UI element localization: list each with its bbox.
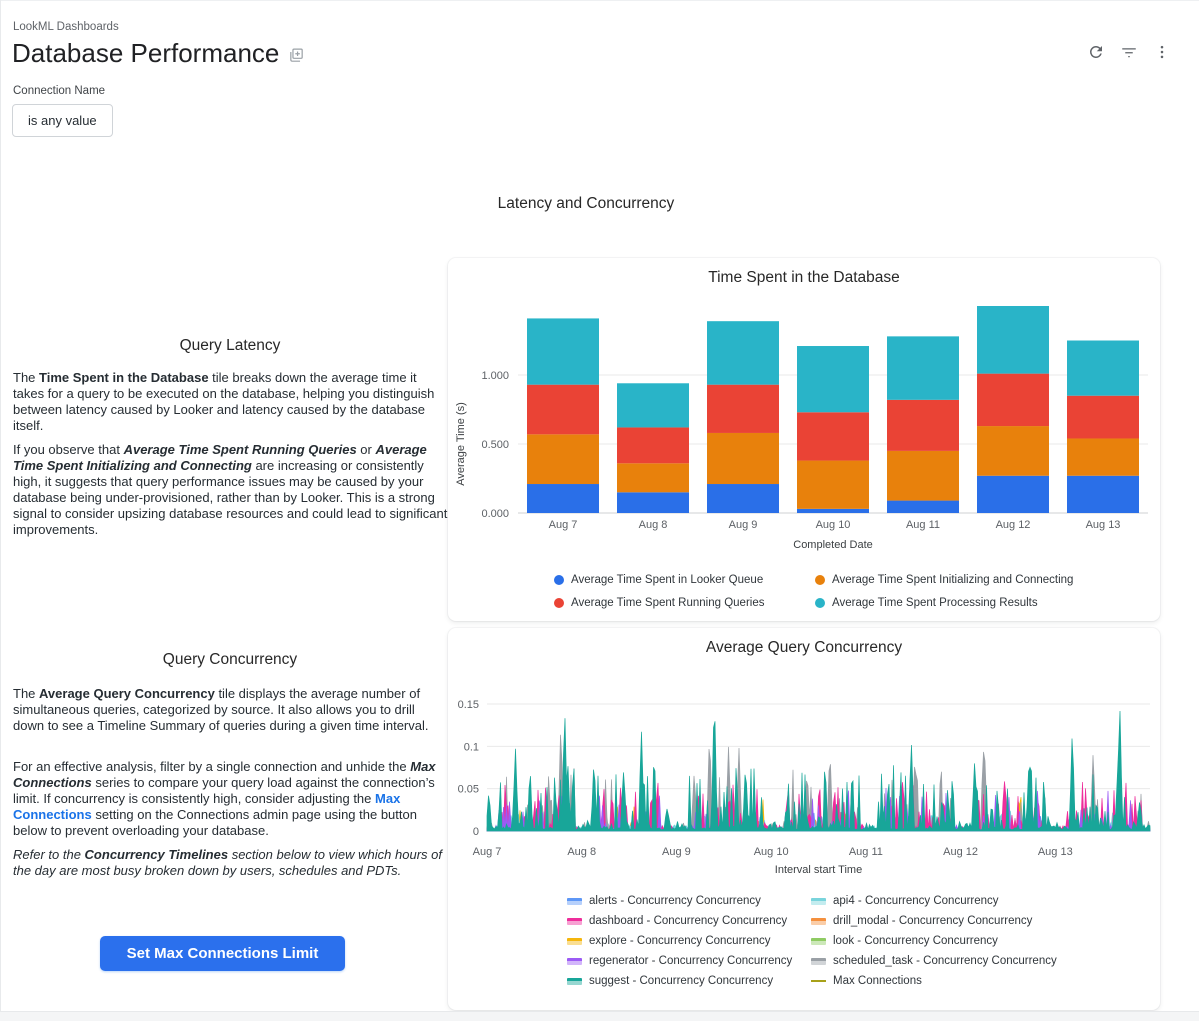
legend-color-dot (815, 598, 825, 608)
query-concurrency-paragraph-1: The Average Query Concurrency tile displays the average number of simultaneous queries, categorized by source. It also allows you to drill down to see a Timeline Summary of queries during a given time interval. (13, 686, 429, 733)
legend-line-swatch (811, 980, 826, 982)
legend-label: alerts - Concurrency Concurrency (589, 895, 761, 907)
query-concurrency-heading: Query Concurrency (162, 651, 298, 668)
legend-item[interactable] (554, 596, 764, 610)
legend-color-dot (554, 598, 564, 608)
svg-text:0.05: 0.05 (457, 783, 479, 796)
legend-label: Average Time Spent in Looker Queue (571, 574, 764, 586)
legend-area-swatch (567, 938, 582, 945)
max-connections-link[interactable]: Max Connections (13, 790, 401, 822)
legend-label: explore - Concurrency Concurrency (589, 935, 771, 947)
svg-text:Aug 13: Aug 13 (1037, 846, 1073, 858)
svg-text:Aug 10: Aug 10 (753, 846, 789, 858)
set-max-connections-button[interactable]: Set Max Connections Limit (100, 936, 345, 971)
svg-text:Aug 10: Aug 10 (815, 519, 851, 531)
connection-name-filter[interactable] (12, 104, 113, 137)
filter-label: Connection Name (13, 85, 106, 97)
svg-text:Aug 12: Aug 12 (995, 519, 1031, 531)
svg-text:1.000: 1.000 (481, 370, 509, 382)
kebab-menu-icon[interactable] (1152, 42, 1172, 62)
query-concurrency-paragraph-2: For an effective analysis, filter by a single connection and unhide the Max Connections series to compare your query load against the connection’s limit. If concurrency is consistently high, consider adjusting the Max Connections setting on the Connections admin page using the button below to prevent overloading your database. (13, 759, 436, 838)
svg-text:Aug 12: Aug 12 (943, 846, 979, 858)
svg-text:Interval start Time: Interval start Time (774, 864, 863, 876)
tile-time-spent-in-database (448, 258, 1160, 621)
legend-area-swatch (567, 918, 582, 925)
section-title: Latency and Concurrency (497, 195, 675, 212)
filter-icon[interactable] (1119, 42, 1139, 62)
page-left-border (0, 0, 1, 1021)
legend-area-swatch (567, 958, 582, 965)
svg-text:Aug 9: Aug 9 (662, 846, 691, 858)
page-title-row (12, 38, 305, 69)
legend-item[interactable] (811, 954, 1057, 968)
svg-text:0.1: 0.1 (463, 741, 479, 754)
legend-area-swatch (567, 978, 582, 985)
legend-label: Average Time Spent Running Queries (571, 597, 765, 609)
legend-label: api4 - Concurrency Concurrency (833, 895, 999, 907)
query-latency-heading: Query Latency (179, 337, 281, 354)
legend-item[interactable] (811, 974, 922, 988)
legend-label: look - Concurrency Concurrency (833, 935, 998, 947)
area-chart-title: Average Query Concurrency (705, 639, 903, 656)
dashboard-toolbar (1086, 42, 1172, 62)
legend-item[interactable] (567, 934, 771, 948)
svg-text:Average Time (s): Average Time (s) (455, 402, 467, 486)
area-chart[interactable] (448, 628, 1160, 880)
svg-text:0.000: 0.000 (481, 508, 509, 520)
legend-label: Max Connections (833, 975, 922, 987)
legend-label: suggest - Concurrency Concurrency (589, 975, 774, 987)
svg-text:Aug 8: Aug 8 (638, 519, 668, 531)
svg-text:0.15: 0.15 (457, 698, 479, 711)
legend-area-swatch (567, 898, 582, 905)
legend-area-swatch (811, 938, 826, 945)
page-title: Database Performance (12, 38, 280, 68)
legend-item[interactable] (815, 573, 1073, 587)
query-latency-paragraph-1: The Time Spent in the Database tile breaks down the average time it takes for a query to be executed on the database, helping you distinguish between latency caused by Looker and latency caused by the database itself. (13, 370, 435, 433)
tile-average-query-concurrency (448, 628, 1160, 1010)
legend-item[interactable] (815, 596, 1038, 610)
svg-text:Aug 11: Aug 11 (848, 846, 883, 858)
legend-item[interactable] (811, 934, 998, 948)
bar-chart-title: Time Spent in the Database (708, 269, 900, 286)
svg-text:Aug 11: Aug 11 (905, 519, 941, 531)
legend-label: dashboard - Concurrency Concurrency (589, 915, 788, 927)
svg-text:0.500: 0.500 (481, 439, 509, 451)
legend-area-swatch (811, 958, 826, 965)
legend-item[interactable] (567, 914, 787, 928)
legend-item[interactable] (567, 894, 761, 908)
svg-text:Completed Date: Completed Date (793, 539, 873, 551)
legend-label: regenerator - Concurrency Concurrency (589, 955, 793, 967)
bar-chart[interactable] (448, 258, 1160, 560)
svg-text:Aug 13: Aug 13 (1085, 519, 1121, 531)
page-top-border (0, 0, 1199, 1)
query-concurrency-paragraph-3: Refer to the Concurrency Timelines section below to view which hours of the day are most busy broken down by users, schedules and PDTs. (13, 847, 442, 878)
legend-label: Average Time Spent Initializing and Connecting (832, 574, 1074, 586)
legend-item[interactable] (567, 974, 773, 988)
legend-area-swatch (811, 918, 826, 925)
svg-text:Aug 8: Aug 8 (567, 846, 597, 858)
copy-add-icon[interactable] (288, 47, 305, 64)
legend-label: scheduled_task - Concurrency Concurrency (833, 955, 1057, 967)
legend-item[interactable] (811, 914, 1032, 928)
legend-item[interactable] (554, 573, 763, 587)
breadcrumb[interactable]: LookML Dashboards (13, 21, 119, 33)
svg-text:Aug 7: Aug 7 (548, 519, 578, 531)
legend-label: Average Time Spent Processing Results (832, 597, 1038, 609)
query-latency-paragraph-2: If you observe that Average Time Spent Running Queries or Average Time Spent Initializing and Connecting are increasing or consistently high, it suggests that query performance issues may be caused by your database being under-provisioned, rather than by Looker. This is a strong signal to consider upsizing database resources and could lead to significant improvements. (13, 442, 448, 537)
svg-text:0: 0 (472, 826, 479, 838)
page-bottom-strip (0, 1011, 1199, 1021)
filter-value: is any value (28, 113, 97, 128)
refresh-icon[interactable] (1086, 42, 1106, 62)
svg-text:Aug 7: Aug 7 (472, 846, 502, 858)
legend-color-dot (815, 575, 825, 585)
legend-item[interactable] (567, 954, 792, 968)
legend-label: drill_modal - Concurrency Concurrency (833, 915, 1033, 927)
svg-text:Aug 9: Aug 9 (728, 519, 758, 531)
legend-area-swatch (811, 898, 826, 905)
legend-color-dot (554, 575, 564, 585)
legend-item[interactable] (811, 894, 999, 908)
